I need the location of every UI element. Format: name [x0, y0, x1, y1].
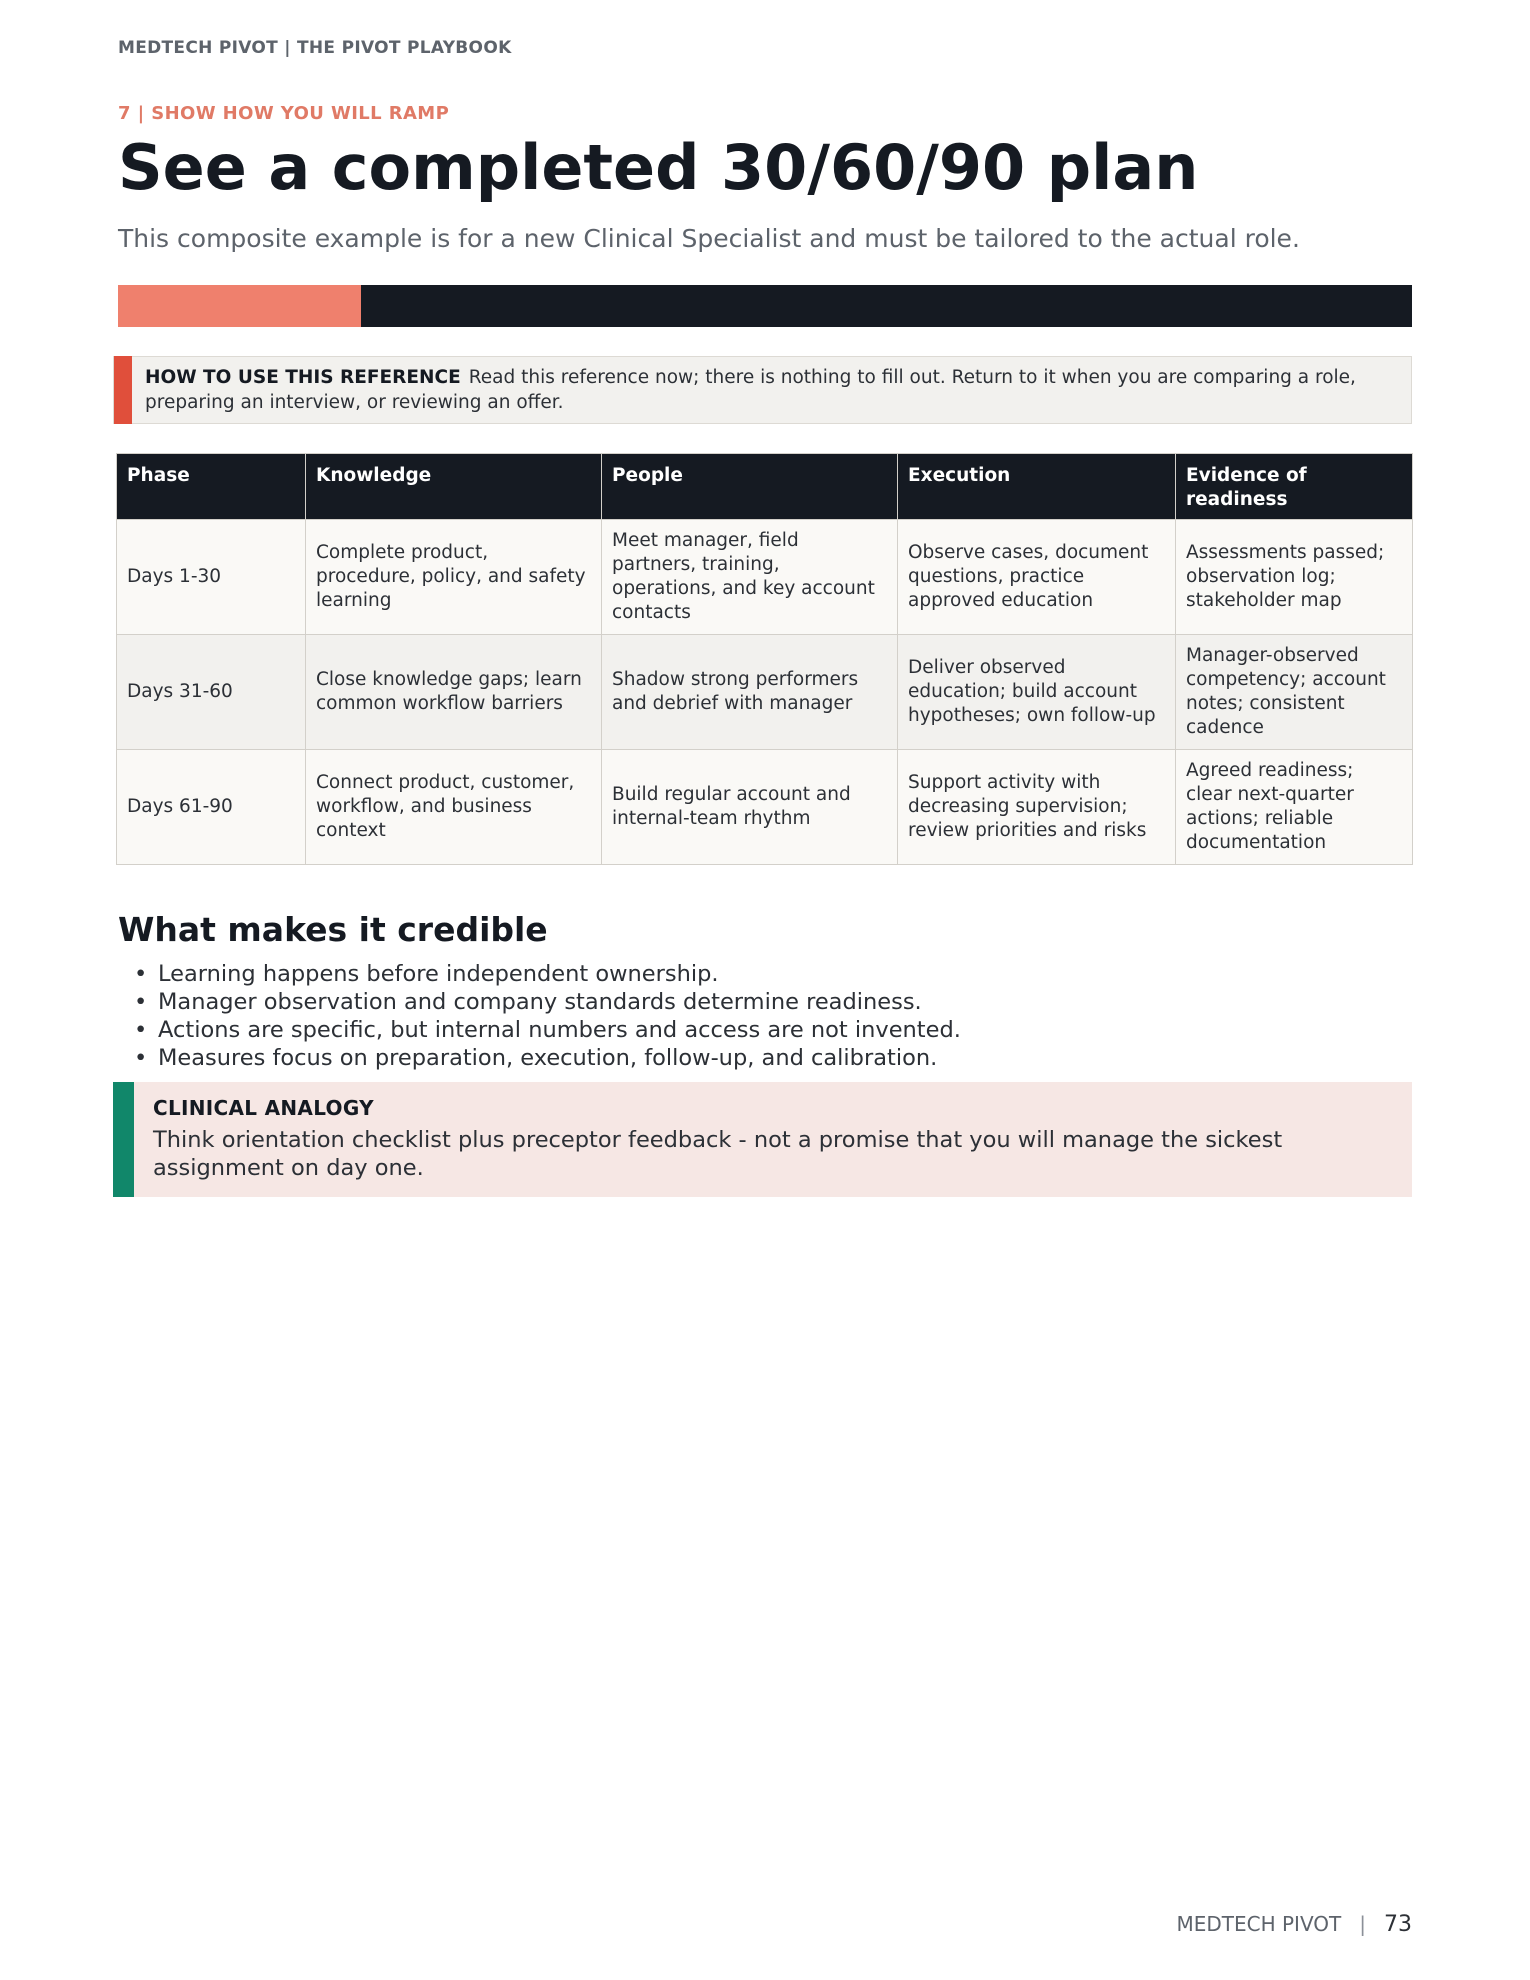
table-cell: Meet manager, field partners, training, operations, and key account contacts [602, 520, 898, 635]
callout-stripe [114, 356, 132, 424]
reference-callout [113, 356, 1412, 424]
analogy-text: Think orientation checklist plus preceptor feedback - not a promise that you will manage the sickest assignment on day one. [153, 1127, 1283, 1181]
page-number: 73 [1384, 1912, 1412, 1937]
table-cell: Assessments passed; observation log; stakeholder map [1176, 520, 1413, 635]
callout-body: Read this reference now; there is nothing to fill out. Return to it when you are comparing a role, preparing an interview, or reviewing an offer. [145, 367, 1356, 413]
section-eyebrow: 7 | SHOW HOW YOU WILL RAMP [118, 103, 450, 124]
list-item: • Measures focus on preparation, execution, follow-up, and calibration. [118, 1044, 961, 1072]
table-row [117, 750, 1413, 865]
table-cell: Shadow strong performers and debrief with manager [602, 635, 898, 750]
table-row [117, 520, 1413, 635]
page-subtitle: This composite example is for a new Clinical Specialist and must be tailored to the actual role. [118, 224, 1300, 253]
table-header-row [117, 454, 1413, 520]
table-cell: Days 61-90 [117, 750, 306, 865]
table-cell: Days 31-60 [117, 635, 306, 750]
table-cell: Manager-observed competency; account notes; consistent cadence [1176, 635, 1413, 750]
divider-bar [118, 285, 1412, 327]
list-item: • Manager observation and company standards determine readiness. [118, 988, 961, 1016]
callout-text [145, 365, 1397, 415]
divider-bar-accent [118, 285, 361, 327]
column-header-people: People [602, 454, 898, 520]
table-cell: Complete product, procedure, policy, and safety learning [306, 520, 602, 635]
column-header-execution: Execution [898, 454, 1176, 520]
credible-heading: What makes it credible [118, 910, 548, 949]
page-footer [1176, 1912, 1412, 1937]
footer-brand: MEDTECH PIVOT [1176, 1912, 1342, 1936]
table-cell: Observe cases, document questions, practice approved education [898, 520, 1176, 635]
list-item: • Learning happens before independent ownership. [118, 960, 961, 988]
table-cell: Support activity with decreasing supervision; review priorities and risks [898, 750, 1176, 865]
credible-list [118, 960, 961, 1072]
column-header-knowledge: Knowledge [306, 454, 602, 520]
table-row [117, 635, 1413, 750]
footer-separator: | [1359, 1912, 1366, 1936]
table-cell: Connect product, customer, workflow, and business context [306, 750, 602, 865]
analogy-label: CLINICAL ANALOGY [153, 1096, 374, 1120]
clinical-analogy-callout [113, 1082, 1412, 1197]
callout-lead: HOW TO USE THIS REFERENCE [145, 367, 461, 388]
table-cell: Days 1-30 [117, 520, 306, 635]
table-cell: Deliver observed education; build account hypotheses; own follow-up [898, 635, 1176, 750]
column-header-evidence: Evidence of readiness [1176, 454, 1413, 520]
table-cell: Close knowledge gaps; learn common workflow barriers [306, 635, 602, 750]
analogy-stripe [113, 1082, 134, 1197]
page-title: See a completed 30/60/90 plan [118, 131, 1199, 204]
column-header-phase: Phase [117, 454, 306, 520]
plan-table [116, 453, 1413, 865]
table-cell: Agreed readiness; clear next-quarter actions; reliable documentation [1176, 750, 1413, 865]
list-item: • Actions are specific, but internal numbers and access are not invented. [118, 1016, 961, 1044]
table-cell: Build regular account and internal-team rhythm [602, 750, 898, 865]
running-header: MEDTECH PIVOT | THE PIVOT PLAYBOOK [118, 38, 512, 58]
